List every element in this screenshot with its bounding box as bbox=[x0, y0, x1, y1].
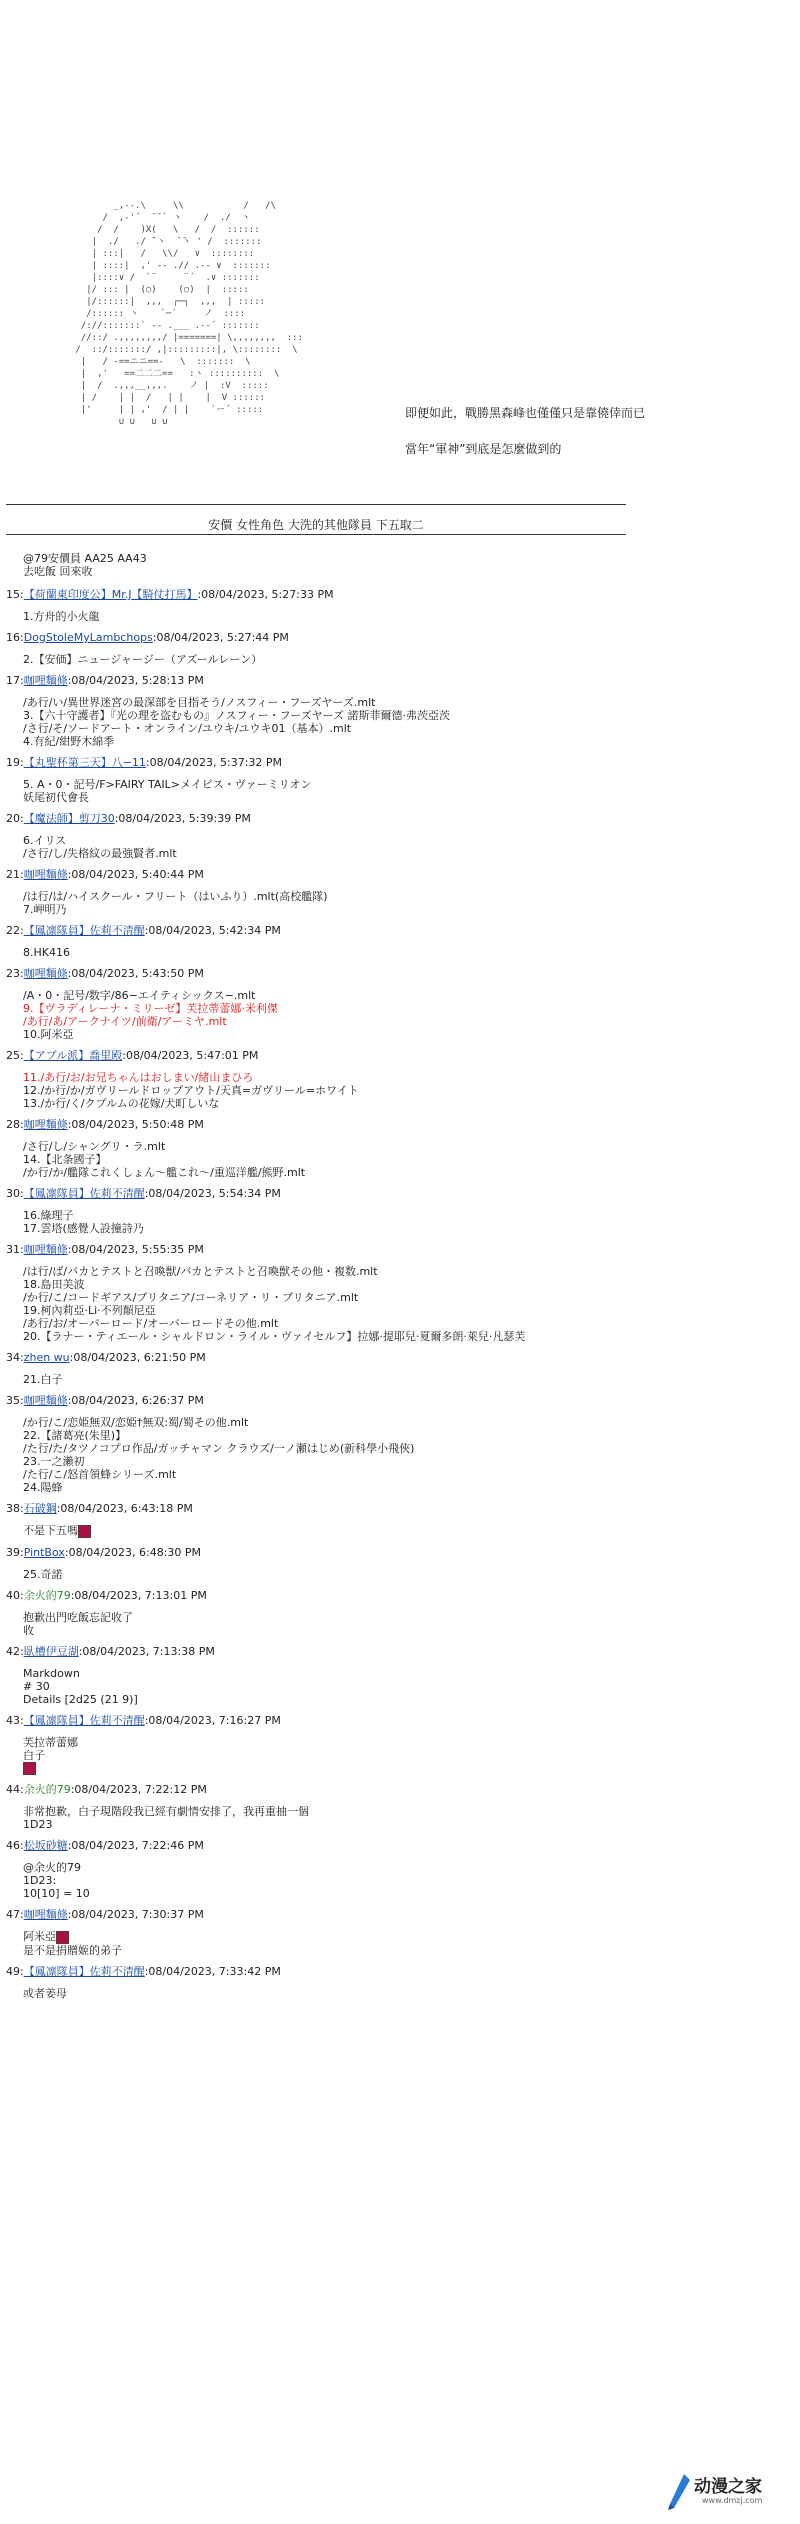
post-date: :08/04/2023, 6:26:37 PM bbox=[67, 1394, 204, 1407]
post-number: 44: bbox=[6, 1783, 24, 1796]
post-line bbox=[23, 1944, 786, 1957]
post-line bbox=[23, 1693, 786, 1706]
post-line bbox=[23, 1330, 786, 1343]
post bbox=[6, 1118, 786, 1179]
post-header bbox=[6, 1714, 786, 1727]
post-body bbox=[23, 778, 786, 804]
post-line bbox=[23, 1015, 786, 1028]
post-number: 25: bbox=[6, 1049, 24, 1062]
post-body bbox=[23, 1209, 786, 1235]
divider-bottom bbox=[6, 534, 626, 535]
post-line bbox=[23, 946, 786, 959]
post-line bbox=[23, 847, 786, 860]
post-line-text: 1.方舟的小火龍 bbox=[23, 610, 100, 623]
post-body bbox=[23, 946, 786, 959]
post bbox=[6, 1783, 786, 1831]
post bbox=[6, 1243, 786, 1343]
post-date: :08/04/2023, 5:28:13 PM bbox=[67, 674, 204, 687]
post-body bbox=[23, 1071, 786, 1110]
post bbox=[6, 924, 786, 959]
post-number: 38: bbox=[6, 1502, 24, 1515]
post-line-text: 非常抱歉，白子現階段我已經有劇情安排了，我再重抽一個 bbox=[23, 1805, 309, 1818]
post-body bbox=[23, 610, 786, 623]
poster-name-link[interactable]: 余火的79 bbox=[23, 1588, 71, 1602]
post-line-text: 24.陽蜂 bbox=[23, 1481, 63, 1494]
post-date: :08/04/2023, 5:55:35 PM bbox=[67, 1243, 204, 1256]
post-line-text: 收 bbox=[23, 1623, 34, 1637]
post-number: 28: bbox=[6, 1118, 24, 1131]
post-number: 23: bbox=[6, 967, 24, 980]
post bbox=[6, 631, 786, 666]
post-line-text: 25.奇諾 bbox=[23, 1567, 63, 1581]
post-line bbox=[23, 791, 786, 804]
post-line-text: 16.綠理子 bbox=[23, 1209, 74, 1222]
post-line-text: /あ行/い/異世界迷宮の最深部を目指そう/ノスフィー・フーズヤーズ.mlt bbox=[23, 696, 376, 709]
divider-top bbox=[6, 504, 626, 505]
post-line-text: 8.HK416 bbox=[23, 946, 70, 959]
post-number: 49: bbox=[6, 1964, 24, 1978]
post-line bbox=[23, 1097, 786, 1110]
post-header bbox=[6, 1351, 786, 1364]
post-body bbox=[23, 1140, 786, 1179]
post-line bbox=[23, 1222, 786, 1235]
post-line bbox=[23, 1071, 786, 1084]
post-line bbox=[23, 1481, 786, 1494]
post-header bbox=[6, 1546, 786, 1559]
post-header bbox=[6, 1965, 786, 1978]
post-number: 35: bbox=[6, 1394, 24, 1407]
post-line bbox=[23, 1002, 786, 1015]
post-line bbox=[23, 1455, 786, 1468]
poster-name-link[interactable]: 臥槽伊豆湖 bbox=[23, 1644, 79, 1658]
post-line-text: /た行/こ/怒首領蜂シリーズ.mlt bbox=[23, 1468, 177, 1481]
post-date: :08/04/2023, 5:40:44 PM bbox=[67, 868, 204, 881]
post-line bbox=[23, 1373, 786, 1386]
poster-name-link[interactable]: 咖哩麵條 bbox=[23, 1908, 68, 1921]
post-line bbox=[23, 1153, 786, 1166]
poster-name-link[interactable]: 石破鋼 bbox=[23, 1502, 57, 1515]
poster-name-link[interactable]: 【丸聖杯第三天】八−11 bbox=[23, 756, 146, 769]
post-header bbox=[6, 1589, 786, 1602]
post-line-text: Markdown bbox=[23, 1666, 80, 1680]
post-body bbox=[23, 1930, 786, 1957]
post-line-text: 4.有紀/紺野木綿季 bbox=[23, 735, 115, 748]
poster-name-link[interactable]: 【魔法師】剪刀30 bbox=[23, 812, 115, 825]
poster-name-link[interactable]: 咖哩麵條 bbox=[23, 967, 68, 980]
post-line bbox=[23, 1416, 786, 1429]
post-line bbox=[23, 1524, 786, 1538]
post-number: 31: bbox=[6, 1243, 24, 1256]
post bbox=[6, 868, 786, 916]
post-date: :08/04/2023, 7:22:46 PM bbox=[67, 1839, 204, 1852]
post-number: 34: bbox=[6, 1351, 24, 1364]
emoji-sticker-icon bbox=[23, 1762, 36, 1775]
post-line bbox=[23, 1611, 786, 1624]
post-line-text: /あ行/あ/アークナイツ/前衛/アーミヤ.mlt bbox=[23, 1015, 227, 1028]
post bbox=[6, 1351, 786, 1386]
post-line bbox=[23, 696, 786, 709]
post-date: :08/04/2023, 7:16:27 PM bbox=[144, 1713, 281, 1727]
post bbox=[6, 588, 786, 623]
post-line-text: /は行/ば/バカとテストと召喚獣/バカとテストと召喚獣その他・複数.mlt bbox=[23, 1265, 378, 1278]
post-line-text: 14.【北条國子】 bbox=[23, 1153, 107, 1166]
poster-name-link[interactable]: 【荷蘭東印度公】Mr.J【騎仗打馬】 bbox=[23, 588, 198, 601]
post-line bbox=[23, 1818, 786, 1831]
post bbox=[6, 1049, 786, 1110]
post-date: :08/04/2023, 5:43:50 PM bbox=[67, 967, 204, 980]
post-line-text: 20.【ラナー・ティエール・シャルドロン・ライル・ヴァイセルフ】拉娜·提耶兒·夏爾多朗·萊兒·凡瑟芙 bbox=[23, 1330, 526, 1343]
post-line-text: 10.阿米亞 bbox=[23, 1028, 74, 1041]
post-line-text: /さ行/そ/ソードアート・オンライン/ユウキ/ユウキ01（基本）.mlt bbox=[23, 722, 352, 735]
post-line bbox=[23, 1278, 786, 1291]
post-line bbox=[23, 1291, 786, 1304]
post-line-text: 13./か行/く/クプルムの花嫁/犬町しいな bbox=[23, 1097, 220, 1110]
poster-name-link[interactable]: PintBox bbox=[23, 1545, 65, 1559]
post-line-text: 1D23: bbox=[23, 1874, 57, 1887]
post-line-text: /は行/は/ハイスクール・フリート（はいふり）.mlt(高校艦隊) bbox=[23, 890, 328, 903]
post-line-text: 阿米亞 bbox=[23, 1930, 56, 1943]
post-line bbox=[23, 1987, 786, 2000]
post-line-text: 5. A・0・記号/F>FAIRY TAIL>メイビス・ヴァーミリオン bbox=[23, 778, 312, 791]
post-line-text: 22.【諸葛亮(朱里)】 bbox=[23, 1429, 127, 1442]
post-date: :08/04/2023, 5:27:33 PM bbox=[197, 588, 334, 601]
post-header bbox=[6, 756, 786, 769]
post-header bbox=[6, 1049, 786, 1062]
post-body bbox=[23, 1373, 786, 1386]
poster-name-link[interactable]: 松坂砂糖 bbox=[23, 1839, 68, 1852]
post-line-text: 抱歉出門吃飯忘記收了 bbox=[23, 1610, 133, 1624]
post-line-text: 芙拉蒂蕾娜 bbox=[23, 1735, 78, 1749]
poster-name-link[interactable]: 【鳳凛隊員】佐莉不清醒 bbox=[23, 924, 145, 937]
post-header bbox=[6, 1839, 786, 1852]
post-line bbox=[23, 903, 786, 916]
post-number: 19: bbox=[6, 756, 24, 769]
post-body bbox=[23, 696, 786, 748]
post-line-text: 9.【ヴラディレーナ・ミリーゼ】芙拉蒂蕾娜·米利傑 bbox=[23, 1002, 278, 1015]
post-line-text: /か行/か/艦隊これくしょん〜艦これ〜/重巡洋艦/熊野.mlt bbox=[23, 1166, 306, 1179]
post bbox=[6, 1714, 786, 1776]
post-line bbox=[23, 722, 786, 735]
post-line bbox=[23, 1304, 786, 1317]
post-body bbox=[23, 1611, 786, 1637]
post-body bbox=[23, 834, 786, 860]
post bbox=[6, 1839, 786, 1900]
post-body bbox=[23, 1265, 786, 1343]
post-line bbox=[23, 1887, 786, 1900]
post-header bbox=[6, 868, 786, 881]
post bbox=[6, 1394, 786, 1494]
post-line-text: /さ行/し/失格紋の最強賢者.mlt bbox=[23, 847, 177, 860]
post-date: :08/04/2023, 7:22:12 PM bbox=[70, 1783, 207, 1796]
post-date: :08/04/2023, 5:42:34 PM bbox=[144, 924, 281, 937]
post-line-text: 妖尾初代會長 bbox=[23, 791, 89, 804]
post-line bbox=[23, 1874, 786, 1887]
post-number: 40: bbox=[6, 1588, 24, 1602]
post-date: :08/04/2023, 5:50:48 PM bbox=[67, 1118, 204, 1131]
site-logo bbox=[666, 2470, 786, 2514]
post-header bbox=[6, 967, 786, 980]
post-date: :08/04/2023, 7:30:37 PM bbox=[67, 1908, 204, 1921]
post-date: :08/04/2023, 6:48:30 PM bbox=[64, 1545, 202, 1559]
post-line bbox=[23, 1429, 786, 1442]
post-line bbox=[23, 1568, 786, 1581]
post-line bbox=[23, 653, 786, 666]
post-header bbox=[6, 1394, 786, 1407]
post-line bbox=[23, 890, 786, 903]
post-header bbox=[6, 1118, 786, 1131]
post-header bbox=[6, 924, 786, 937]
post-line bbox=[23, 1624, 786, 1637]
post-header bbox=[6, 588, 786, 601]
post-date: :08/04/2023, 5:47:01 PM bbox=[122, 1049, 259, 1062]
poster-name-link[interactable]: 余火的79 bbox=[23, 1783, 71, 1796]
post-line-text: 6.イリス bbox=[23, 834, 67, 847]
post-line-text: 11./あ行/お/お兄ちゃんはおしまい/緒山まひろ bbox=[23, 1071, 254, 1084]
post-line bbox=[23, 709, 786, 722]
post-line bbox=[23, 1265, 786, 1278]
intro-line2: 去吃飯 回來收 bbox=[23, 565, 93, 578]
poster-name-link[interactable]: 【鳳凛隊員】佐莉不清醒 bbox=[23, 1964, 145, 1978]
post-date: :08/04/2023, 7:33:42 PM bbox=[144, 1964, 281, 1978]
post-line bbox=[23, 1209, 786, 1222]
post-line-text: 3.【六十守護者】『光の理を盗むもの』ノスフィー・フーズヤーズ 諾斯菲爾德·弗茨亞茨 bbox=[23, 709, 451, 722]
post-line bbox=[23, 1084, 786, 1097]
poster-name-link[interactable]: DogStoleMyLambchops bbox=[23, 631, 153, 644]
post-line bbox=[23, 989, 786, 1002]
post-line-text: 2.【安価】ニュージャージー（アズールレーン） bbox=[23, 653, 263, 666]
poster-name-link[interactable]: zhen wu bbox=[23, 1351, 70, 1364]
post-line-text: /た行/た/タツノコプロ作品/ガッチャマン クラウズ/一ノ瀬はじめ(新科學小飛俠) bbox=[23, 1442, 415, 1455]
post-line-text: 7.岬明乃 bbox=[23, 903, 67, 916]
thread bbox=[6, 552, 786, 2000]
post bbox=[6, 967, 786, 1041]
post-header bbox=[6, 1783, 786, 1796]
post-line-text: 18.島田美波 bbox=[23, 1278, 85, 1291]
post-header bbox=[6, 1502, 786, 1515]
post-number: 16: bbox=[6, 631, 24, 644]
ascii-art-illustration: _,--.\ \\ / /\ / ,‐'´ ̄ ̄ ` ヽ / ./ ヽ / / )X( \ / / :::::: | ./ ./ ̄`ヽ ̄ ̄ヽ ' / ::::::: | :::| / \\/ ∨ :::::::: | ::::| ,' ‐- .// .-‐ ∨ ::::::: |::::∨ / `¨ ¨´ .∨ ::::::: |/ ::: | (○) (○) | ::::: |/::::::| ,,, ┌─┐ ,,, | ::::: /:::::: ヽ `─´ ノ :::: /://:::::::` ‐- .___ .-‐´ ::::::: //::/ .,,,,,,,,/ |=======| \,,,,,,,, ::: / ::/:::::::/ ,|:::::::::|, \:::::::: \ | / ‐==ニニ==- \ ::::::: \ | ,' ==二二二== :ヽ :::::::::: \ | / .,,,__,,,. ノ | :V ::::: | / | | / | | | V :::::: |' | | ,' / | | `ー´ ::::: ∪ ∪ ∪ ∪ bbox=[75, 201, 303, 427]
post-line-text: 10[10] = 10 bbox=[23, 1887, 90, 1900]
post-body bbox=[23, 653, 786, 666]
post-line-text: /あ行/お/オーバーロード/オーバーロードその他.mlt bbox=[23, 1317, 279, 1330]
post-line-text: Details [2d25 (21 9)] bbox=[23, 1692, 138, 1706]
post-line bbox=[23, 735, 786, 748]
post-date: :08/04/2023, 5:27:44 PM bbox=[152, 631, 289, 644]
intro-line1: @79安價員 AA25 AA43 bbox=[23, 552, 147, 565]
post-number: 42: bbox=[6, 1644, 24, 1658]
poster-name-link[interactable]: 咖哩麵條 bbox=[23, 1118, 68, 1131]
post-date: :08/04/2023, 6:21:50 PM bbox=[69, 1351, 206, 1364]
post bbox=[6, 756, 786, 804]
post-line bbox=[23, 1861, 786, 1874]
post-line-text: 23.一之瀨初 bbox=[23, 1455, 85, 1468]
post-body bbox=[23, 989, 786, 1041]
post-body bbox=[23, 1861, 786, 1900]
post-number: 43: bbox=[6, 1713, 24, 1727]
post-date: :08/04/2023, 6:43:18 PM bbox=[56, 1502, 193, 1515]
post bbox=[6, 1645, 786, 1706]
post-date: :08/04/2023, 5:39:39 PM bbox=[114, 812, 251, 825]
post-list bbox=[6, 588, 786, 2000]
post-body bbox=[23, 1805, 786, 1831]
post-header bbox=[6, 1243, 786, 1256]
post bbox=[6, 1187, 786, 1235]
intro bbox=[23, 552, 786, 578]
poster-name-link[interactable]: 【鳳凛隊員】佐莉不清醒 bbox=[23, 1713, 145, 1727]
post-number: 39: bbox=[6, 1545, 24, 1559]
post-number: 17: bbox=[6, 674, 24, 687]
post bbox=[6, 1965, 786, 2000]
post-line-text: /A・0・記号/数字/86−エイティシックス−.mlt bbox=[23, 989, 256, 1002]
post-number: 47: bbox=[6, 1908, 24, 1921]
side-text-line2: 當年“軍神”到底是怎麼做到的 bbox=[405, 442, 562, 456]
post-line-text: 是不是捐贈姬的弟子 bbox=[23, 1943, 122, 1957]
post-date: :08/04/2023, 5:54:34 PM bbox=[144, 1187, 281, 1200]
post-line bbox=[23, 1930, 786, 1944]
post-line-text: /さ行/し/シャングリ・ラ.mlt bbox=[23, 1140, 166, 1153]
post-body bbox=[23, 1667, 786, 1706]
post-number: 20: bbox=[6, 812, 24, 825]
post-body bbox=[23, 1987, 786, 2000]
post-line-text: 不是下五嗎 bbox=[23, 1524, 78, 1537]
post-line bbox=[23, 1166, 786, 1179]
post-line bbox=[23, 1317, 786, 1330]
post bbox=[6, 1546, 786, 1581]
post-number: 15: bbox=[6, 588, 24, 601]
post bbox=[6, 812, 786, 860]
logo-url: www.dmzj.com bbox=[702, 2496, 763, 2505]
post-header bbox=[6, 1908, 786, 1921]
post-line-text: 17.雲塔(感覺人設撞詩乃 bbox=[23, 1222, 144, 1235]
poster-name-link[interactable]: 【鳳凛隊員】佐莉不清醒 bbox=[23, 1187, 145, 1200]
post bbox=[6, 1908, 786, 1957]
post-line bbox=[23, 778, 786, 791]
post-date: :08/04/2023, 7:13:38 PM bbox=[78, 1644, 215, 1658]
post-body bbox=[23, 1416, 786, 1494]
post-number: 46: bbox=[6, 1839, 24, 1852]
post-line-text: 12./か行/か/ガヴリールドロップアウト/天真=ガヴリール=ホワイト bbox=[23, 1084, 359, 1097]
poster-name-link[interactable]: 咖哩麵條 bbox=[23, 1243, 68, 1256]
post-header bbox=[6, 631, 786, 644]
post-line-text: @余火的79 bbox=[23, 1861, 81, 1874]
post-line-text: 或者姜母 bbox=[23, 1986, 67, 2000]
post-line bbox=[23, 1667, 786, 1680]
post-number: 22: bbox=[6, 924, 24, 937]
poster-name-link[interactable]: 【アブル派】喬里殿 bbox=[23, 1049, 123, 1062]
post-date: :08/04/2023, 5:37:32 PM bbox=[145, 756, 283, 769]
post-line-text: 白子 bbox=[23, 1748, 45, 1762]
post-header bbox=[6, 812, 786, 825]
post-line bbox=[23, 1736, 786, 1749]
logo-text: 动漫之家 bbox=[694, 2477, 762, 2497]
post-line-text: 21.白子 bbox=[23, 1373, 63, 1386]
post-line bbox=[23, 1762, 786, 1776]
post-body bbox=[23, 890, 786, 916]
post-header bbox=[6, 1645, 786, 1658]
post bbox=[6, 1502, 786, 1538]
post-line bbox=[23, 1028, 786, 1041]
post-line bbox=[23, 834, 786, 847]
poster-name-link[interactable]: 咖哩麵條 bbox=[23, 868, 68, 881]
poster-name-link[interactable]: 咖哩麵條 bbox=[23, 1394, 68, 1407]
emoji-sticker-icon bbox=[78, 1525, 91, 1538]
post-line-text: /か行/こ/恋姫無双/恋姫†無双:蜀/蜀その他.mlt bbox=[23, 1416, 249, 1429]
caption: 安價 女性角色 大洗的其他隊員 下五取二 bbox=[208, 518, 424, 532]
post-number: 30: bbox=[6, 1187, 24, 1200]
post-line bbox=[23, 610, 786, 623]
post-body bbox=[23, 1736, 786, 1776]
post-header bbox=[6, 674, 786, 687]
post-line bbox=[23, 1749, 786, 1762]
post bbox=[6, 1589, 786, 1637]
side-text-line1: 即便如此，戰勝黑森峰也僅僅只是靠僥倖而已 bbox=[405, 406, 646, 420]
post-date: :08/04/2023, 7:13:01 PM bbox=[70, 1588, 207, 1602]
post-line-text: # 30 bbox=[23, 1679, 50, 1693]
post bbox=[6, 674, 786, 748]
post-line bbox=[23, 1140, 786, 1153]
pen-logo-icon bbox=[666, 2472, 692, 2512]
post-line bbox=[23, 1680, 786, 1693]
post-line bbox=[23, 1468, 786, 1481]
post-line bbox=[23, 1442, 786, 1455]
post-line-text: 1D23 bbox=[23, 1818, 53, 1831]
emoji-sticker-icon bbox=[56, 1931, 69, 1944]
post-line-text: /か行/こ/コードギアス/ブリタニア/コーネリア・リ・ブリタニア.mlt bbox=[23, 1291, 359, 1304]
poster-name-link[interactable]: 咖哩麵條 bbox=[23, 674, 68, 687]
post-body bbox=[23, 1568, 786, 1581]
post-line-text: 19.柯內莉亞·Li·不列顛尼亞 bbox=[23, 1304, 156, 1317]
post-line bbox=[23, 1805, 786, 1818]
post-header bbox=[6, 1187, 786, 1200]
post-number: 21: bbox=[6, 868, 24, 881]
post-body bbox=[23, 1524, 786, 1538]
